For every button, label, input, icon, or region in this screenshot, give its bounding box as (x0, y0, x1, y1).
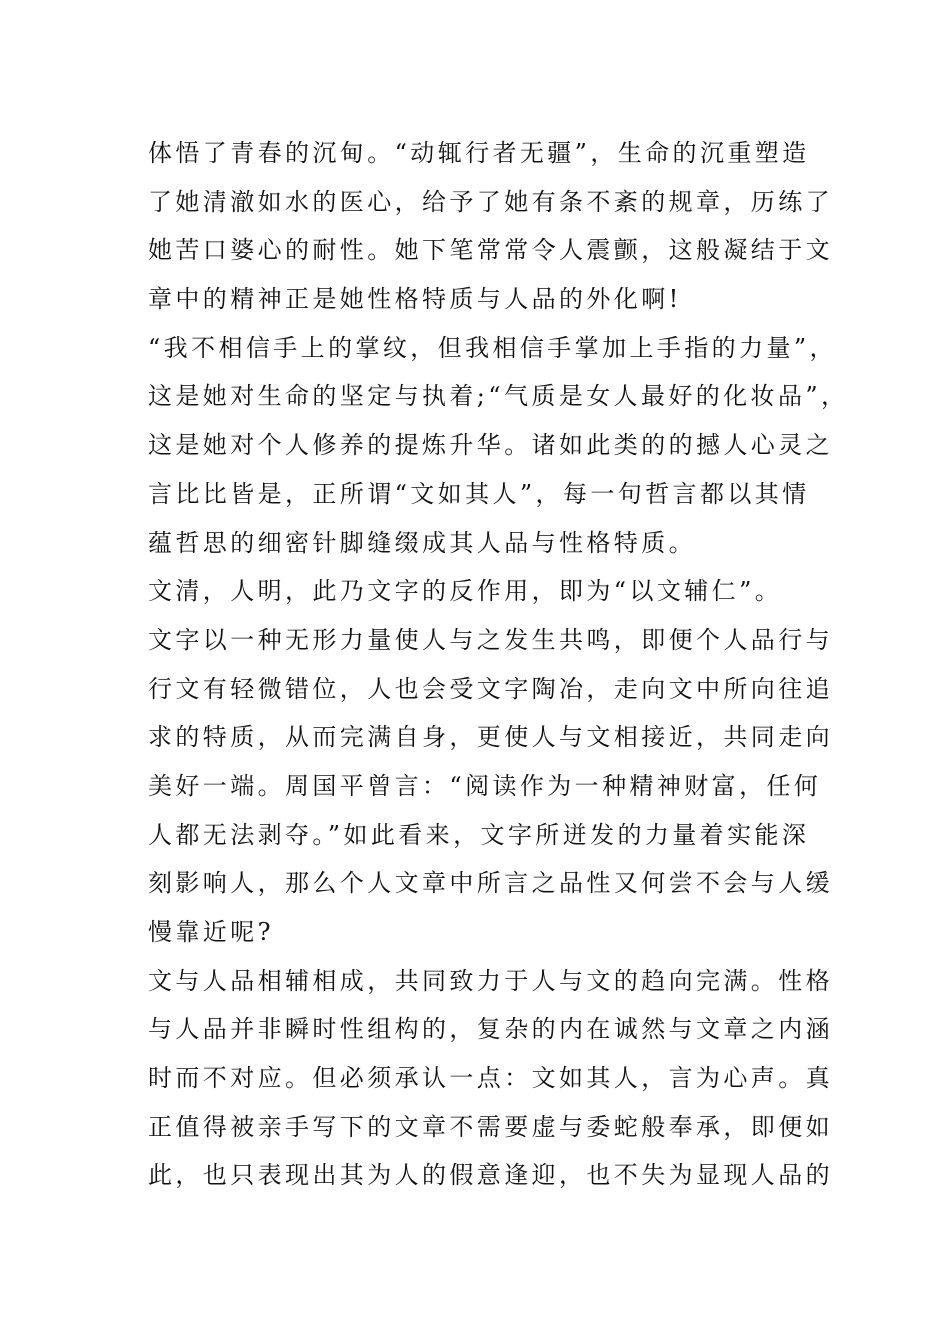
text-line: 慢靠近呢? (148, 918, 274, 946)
text-line: 章中的精神正是她性格特质与人品的外化啊! (148, 285, 682, 314)
text-line: 美好一端。周国平曾言：“阅读作为一种精神财富，任何 (148, 771, 822, 800)
text-line: 时而不对应。但必须承认一点：文如其人，言为心声。真 (148, 1064, 833, 1093)
text-line: 这是她对生命的坚定与执着;“气质是女人最好的化妆品”， (148, 382, 849, 411)
text-line: 了她清澈如水的医心，给予了她有条不紊的规章，历练了 (148, 187, 833, 216)
text-line: 与人品并非瞬时性组构的，复杂的内在诚然与文章之内涵 (148, 1015, 833, 1044)
text-line: 文与人品相辅相成，共同致力于人与文的趋向完满。性格 (148, 966, 833, 995)
text-line: 文字以一种无形力量使人与之发生共鸣，即便个人品行与 (148, 625, 833, 654)
text-line: 文清，人明，此乃文字的反作用，即为“以文辅仁”。 (148, 577, 783, 606)
text-line: 这是她对个人修养的提炼升华。诸如此类的的撼人心灵之 (148, 431, 833, 460)
text-line: 正值得被亲手写下的文章不需要虚与委蛇般奉承，即便如 (148, 1112, 833, 1141)
text-line: 此，也只表现出其为人的假意逢迎，也不失为显现人品的 (148, 1161, 833, 1190)
text-line: “我不相信手上的掌纹，但我相信手掌加上手指的力量”， (148, 333, 837, 362)
text-line: 求的特质，从而完满自身，更使人与文相接近，共同走向 (148, 723, 833, 752)
body-text (148, 129, 849, 1200)
text-line: 蕴哲思的细密针脚缝缀成其人品与性格特质。 (148, 528, 696, 557)
text-line: 体悟了青春的沉甸。“动辄行者无疆”，生命的沉重塑造 (148, 139, 810, 167)
text-line: 行文有轻微错位，人也会受文字陶冶，走向文中所向往追 (148, 674, 833, 703)
text-line: 她苦口婆心的耐性。她下笔常常令人震颤，这般凝结于文 (148, 236, 833, 265)
text-line: 言比比皆是，正所谓“文如其人”，每一句哲言都以其情 (148, 479, 810, 508)
text-line: 人都无法剥夺。”如此看来，文字所迸发的力量着实能深 (148, 820, 810, 849)
text-line: 刻影响人，那么个人文章中所言之品性又何尝不会与人缓 (148, 869, 833, 898)
